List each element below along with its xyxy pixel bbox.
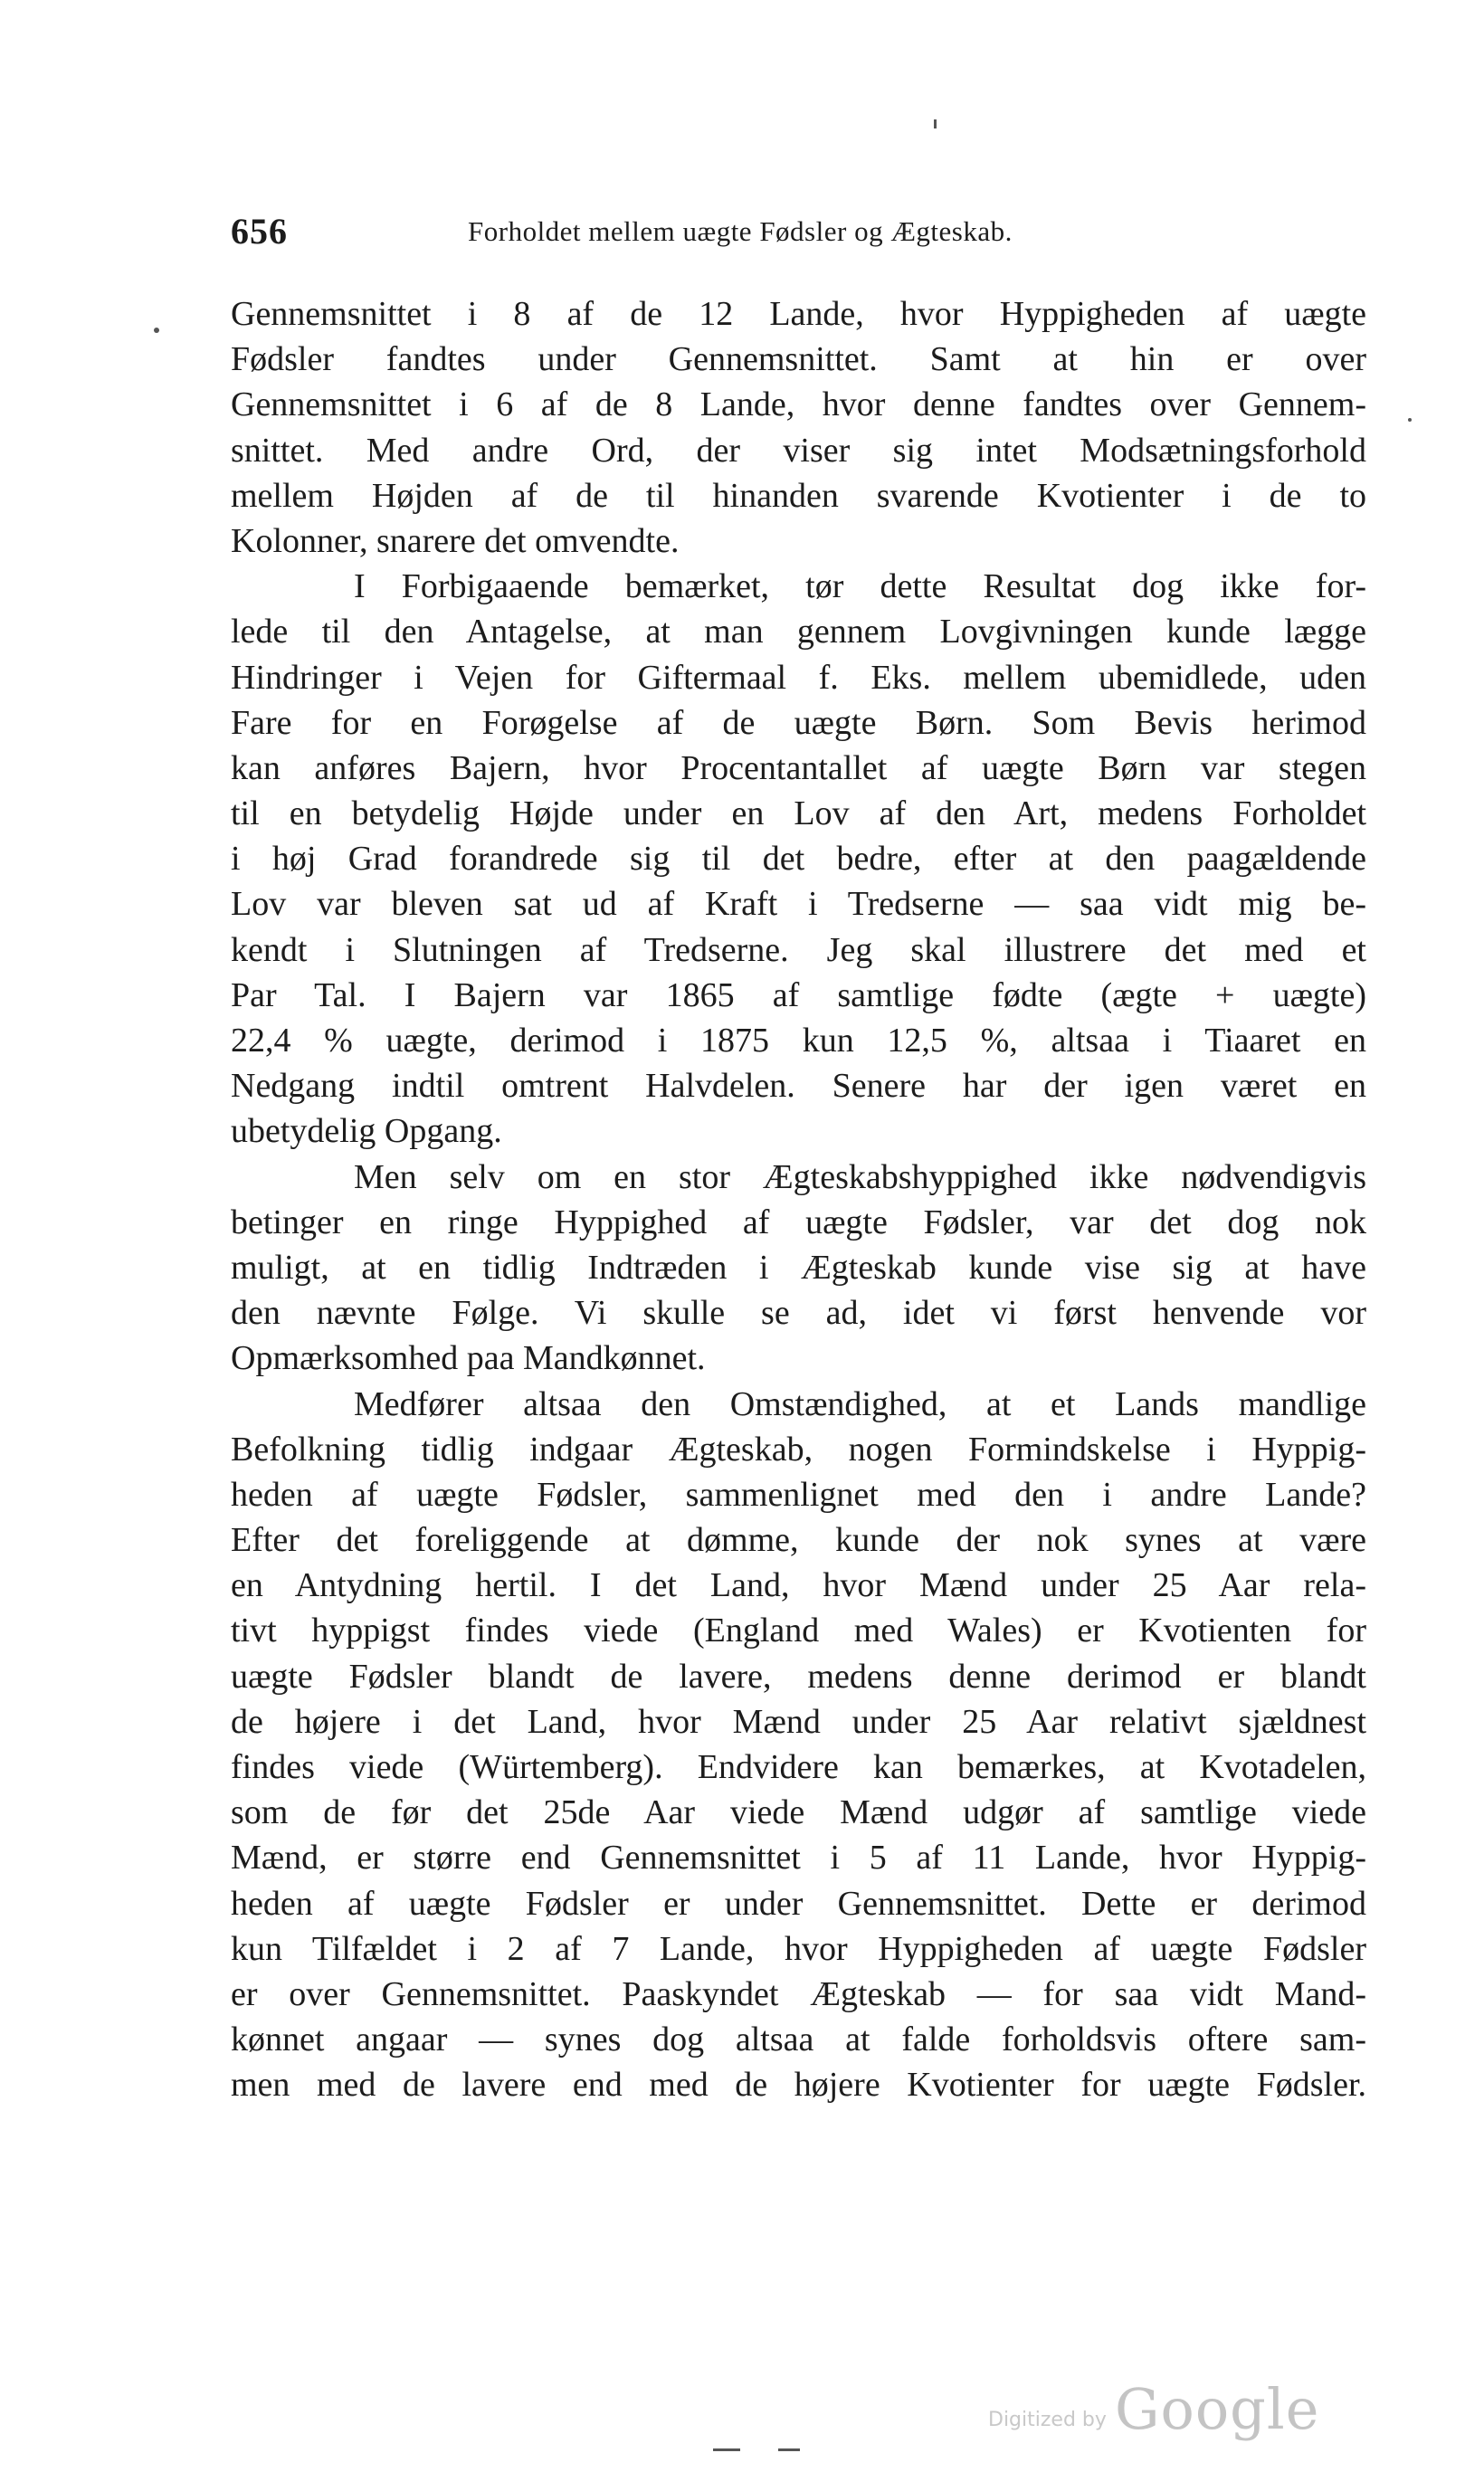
paragraph-4	[231, 1382, 1366, 2108]
text-line: mellem Højden af de til hinanden svarende Kvotienter i de to	[231, 476, 1366, 515]
text-line: Kolonner, snarere det omvendte.	[231, 521, 680, 560]
text-line: kan anføres Bajern, hvor Procentantallet af uægte Børn var stegen	[231, 748, 1366, 787]
text-line: til en betydelig Højde under en Lov af den Art, medens Forholdet	[231, 794, 1366, 833]
text-line: Gennemsnittet i 6 af de 8 Lande, hvor denne fandtes over Gennem-	[231, 385, 1366, 424]
text-line: Gennemsnittet i 8 af de 12 Lande, hvor Hyppigheden af uægte	[231, 295, 1366, 333]
text-line: Fare for en Forøgelse af de uægte Børn. Som Bevis herimod	[231, 703, 1366, 742]
text-line: Befolkning tidlig indgaar Ægteskab, nogen Formindskelse i Hyppig-	[231, 1430, 1366, 1469]
text-line: tivt hyppigst findes viede (England med Wales) er Kvotienten for	[231, 1612, 1366, 1650]
text-line: findes viede (Würtemberg). Endvidere kan bemærkes, at Kvotadelen,	[231, 1748, 1366, 1786]
text-line: uægte Fødsler blandt de lavere, medens denne derimod er blandt	[231, 1657, 1366, 1696]
text-line: kendt i Slutningen af Tredserne. Jeg skal illustrere det med et	[231, 930, 1366, 969]
text-line: muligt, at en tidlig Indtræden i Ægteskab kunde vise sig at have	[231, 1248, 1366, 1287]
text-line: Hindringer i Vejen for Giftermaal f. Eks. mellem ubemidlede, uden	[231, 658, 1366, 697]
paragraph-1	[231, 291, 1366, 564]
text-line: kun Tilfældet i 2 af 7 Lande, hvor Hyppigheden af uægte Fødsler	[231, 1929, 1366, 1968]
text-line: betinger en ringe Hyppighed af uægte Fødsler, var det dog nok	[231, 1203, 1366, 1241]
text-line: den nævnte Følge. Vi skulle se ad, idet vi først henvende vor	[231, 1294, 1366, 1333]
text-line: Par Tal. I Bajern var 1865 af samtlige fødte (ægte + uægte)	[231, 975, 1366, 1014]
text-line: 22,4 % uægte, derimod i 1875 kun 12,5 %, altsaa i Tiaaret en	[231, 1022, 1366, 1060]
running-title: Forholdet mellem uægte Fødsler og Ægteskab.	[468, 215, 1013, 247]
scan-speck	[1408, 418, 1412, 422]
google-logo-text: Google	[1115, 2376, 1320, 2442]
page-number: 656	[231, 211, 288, 252]
text-line: Mænd, er større end Gennemsnittet i 5 af 11 Lande, hvor Hyppig-	[231, 1839, 1366, 1878]
text-line: kønnet angaar — synes dog altsaa at falde forholdsvis oftere sam-	[231, 2020, 1366, 2059]
text-line: lede til den Antagelse, at man gennem Lovgivningen kunde lægge	[231, 613, 1366, 651]
scan-speck	[934, 119, 937, 128]
text-line: i høj Grad forandrede sig til det bedre, efter at den paagældende	[231, 840, 1366, 879]
text-line: Opmærksomhed paa Mandkønnet.	[231, 1339, 706, 1378]
text-line: Men selv om en stor Ægteskabshyppighed ikke nødvendigvis	[354, 1157, 1366, 1196]
text-body	[231, 291, 1366, 2108]
text-line: Lov var bleven sat ud af Kraft i Tredserne — saa vidt mig be-	[231, 885, 1366, 924]
text-line: heden af uægte Fødsler, sammenlignet med den i andre Lande?	[231, 1475, 1366, 1514]
text-line: Medfører altsaa den Omstændighed, at et Lands mandlige	[354, 1384, 1366, 1423]
text-line: de højere i det Land, hvor Mænd under 25 Aar relativt sjældnest	[231, 1702, 1366, 1741]
paragraph-3	[231, 1155, 1366, 1382]
scan-speck	[154, 328, 159, 333]
text-line: ubetydelig Opgang.	[231, 1112, 502, 1151]
text-line: heden af uægte Fødsler er under Gennemsnittet. Dette er derimod	[231, 1884, 1366, 1923]
paragraph-2	[231, 564, 1366, 1154]
text-line: men med de lavere end med de højere Kvotienter for uægte Fødsler.	[231, 2066, 1366, 2105]
text-line: Nedgang indtil omtrent Halvdelen. Senere har der igen været en	[231, 1067, 1366, 1106]
scan-speck	[713, 2448, 740, 2451]
text-line: en Antydning hertil. I det Land, hvor Mænd under 25 Aar rela-	[231, 1566, 1366, 1605]
scan-speck	[778, 2448, 800, 2451]
google-watermark	[988, 2376, 1320, 2442]
text-line: er over Gennemsnittet. Paaskyndet Ægteskab — for saa vidt Mand-	[231, 1974, 1366, 2013]
text-line: snittet. Med andre Ord, der viser sig intet Modsætningsforhold	[231, 431, 1366, 470]
text-line: Fødsler fandtes under Gennemsnittet. Samt at hin er over	[231, 340, 1366, 379]
page-header	[231, 210, 1366, 264]
digitized-by-label: Digitized by	[988, 2409, 1107, 2431]
text-line: som de før det 25de Aar viede Mænd udgør af samtlige viede	[231, 1793, 1366, 1832]
text-line: I Forbigaaende bemærket, tør dette Resultat dog ikke for-	[354, 567, 1366, 606]
text-line: Efter det foreliggende at dømme, kunde der nok synes at være	[231, 1521, 1366, 1560]
